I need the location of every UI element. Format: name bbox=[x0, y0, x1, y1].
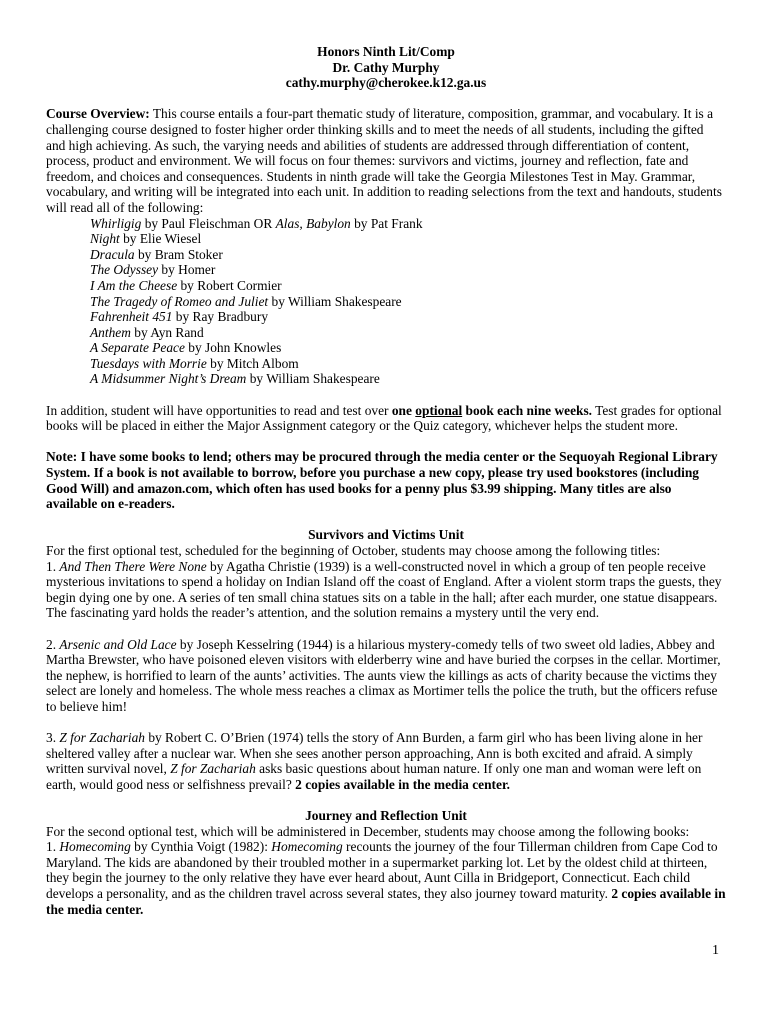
optional-reading-paragraph: In addition, student will have opportunities to read and test over one optional book each nine weeks. Test grades for optional books will be placed in either the Major Assignment category or the Quiz category, whichever helps the student more. bbox=[46, 402, 722, 434]
unit-title-survivors: Survivors and Victims Unit bbox=[308, 527, 464, 543]
book-item: Anthem by Ayn Rand bbox=[90, 324, 204, 340]
page-number: 1 bbox=[712, 943, 719, 958]
required-book-list bbox=[90, 216, 726, 388]
book-item: Tuesdays with Morrie by Mitch Albom bbox=[90, 355, 299, 371]
unit-title-journey: Journey and Reflection Unit bbox=[305, 808, 467, 824]
book-item: The Tragedy of Romeo and Juliet by William Shakespeare bbox=[90, 293, 402, 309]
book-item: Night by Elie Wiesel bbox=[90, 231, 202, 247]
book-item: Dracula by Bram Stoker bbox=[90, 246, 223, 262]
optional-book-entry: 3. Z for Zachariah by Robert C. O’Brien (1974) tells the story of Ann Burden, a farm girl who has been living alone in her sheltered valley after a nuclear war. When she sees another person approaching, Ann is both excited and afraid. A simply written survival novel, Z for Zachariah asks basic questions about human nature. If only one man and woman were left on earth, would good ness or selfishness prevail? 2 copies available in the media center. bbox=[46, 730, 703, 792]
unit2-intro: For the second optional test, which will be administered in December, students may choose among the following books: bbox=[46, 823, 690, 839]
overview-label: Course Overview: bbox=[46, 106, 150, 122]
optional-book-entry: 1. And Then There Were None by Agatha Christie (1939) is a well-constructed novel in which a group of ten people receive mysterious invitations to spend a holiday on Indian Island off the coast of England. After a violent storm traps the guests, they begin dying one by one. A series of ten small china statues sits on a table in the hall; after each murder, one statue disappears. The fascinating yard holds the reader’s attention, and the solution remains a mystery until the very end. bbox=[46, 558, 722, 621]
teacher-email: cathy.murphy@cherokee.k12.ga.us bbox=[285, 75, 487, 91]
teacher-name: Dr. Cathy Murphy bbox=[332, 59, 440, 75]
course-overview bbox=[46, 106, 726, 215]
document-header bbox=[46, 44, 726, 91]
book-item: A Separate Peace by John Knowles bbox=[90, 340, 282, 356]
course-title: Honors Ninth Lit/Comp bbox=[317, 44, 455, 59]
document-page bbox=[46, 44, 726, 917]
optional-book-entry: 1. Homecoming by Cynthia Voigt (1982): Homecoming recounts the journey of the four Tillerman children from Cape Cod to Maryland. The kids are abandoned by their troubled mother in a supermarket parking lot. Let by the oldest child at thirteen, they begin the journey to the only relative they have ever heard about, Aunt Cilla in Bridgeport, Connecticut. Each child develops a personality, and as the children travel across several states, they also journey toward maturity. 2 copies available in the media center. bbox=[46, 839, 726, 917]
book-item: Whirligig by Paul Fleischman OR Alas, Babylon by Pat Frank bbox=[90, 215, 423, 231]
overview-text: This course entails a four-part thematic study of literature, composition, grammar, and vocabulary. It is a challenging course designed to foster higher order thinking skills and to meet the needs of all students, including the gifted and high achieving. As such, the varying needs and abilities of students are addressed through differentiation of content, process, product and environment. We will focus on four themes: survivors and victims, journey and reflection, fate and freedom, and choices and consequences. Students in ninth grade will take the Georgia Milestones Test in May. Grammar, vocabulary, and writing will be integrated into each unit. In addition to reading selections from the text and handouts, students will read all of the following: bbox=[46, 106, 722, 215]
optional-book-entry: 2. Arsenic and Old Lace by Joseph Kesselring (1944) is a hilarious mystery-comedy tells of two sweet old ladies, Abbey and Martha Brewster, who have poisoned eleven visitors with elderberry wine and have buried the corpses in the cellar. Mortimer, the nephew, is horrified to learn of the aunts’ activities. The aunts view the killings as acts of charity because the victims they select are lonely and homeless. The whole mess reaches a climax as Mortimer tells the police the truth, but the officers refuse to believe him! bbox=[46, 636, 721, 714]
book-item: A Midsummer Night’s Dream by William Shakespeare bbox=[90, 371, 380, 387]
book-availability-note: Note: I have some books to lend; others may be procured through the media center or the Sequoyah Regional Library System. If a book is not available to borrow, before you purchase a new copy, please try used bookstores (including Good Will) and amazon.com, which often has used books for a penny plus $3.99 shipping. Many titles are also available on e-readers. bbox=[46, 449, 718, 512]
book-item: I Am the Cheese by Robert Cormier bbox=[90, 277, 282, 293]
book-item: Fahrenheit 451 by Ray Bradbury bbox=[90, 309, 269, 325]
unit1-intro: For the first optional test, scheduled for the beginning of October, students may choose among the following titles: bbox=[46, 543, 661, 558]
book-item: The Odyssey by Homer bbox=[90, 262, 216, 278]
